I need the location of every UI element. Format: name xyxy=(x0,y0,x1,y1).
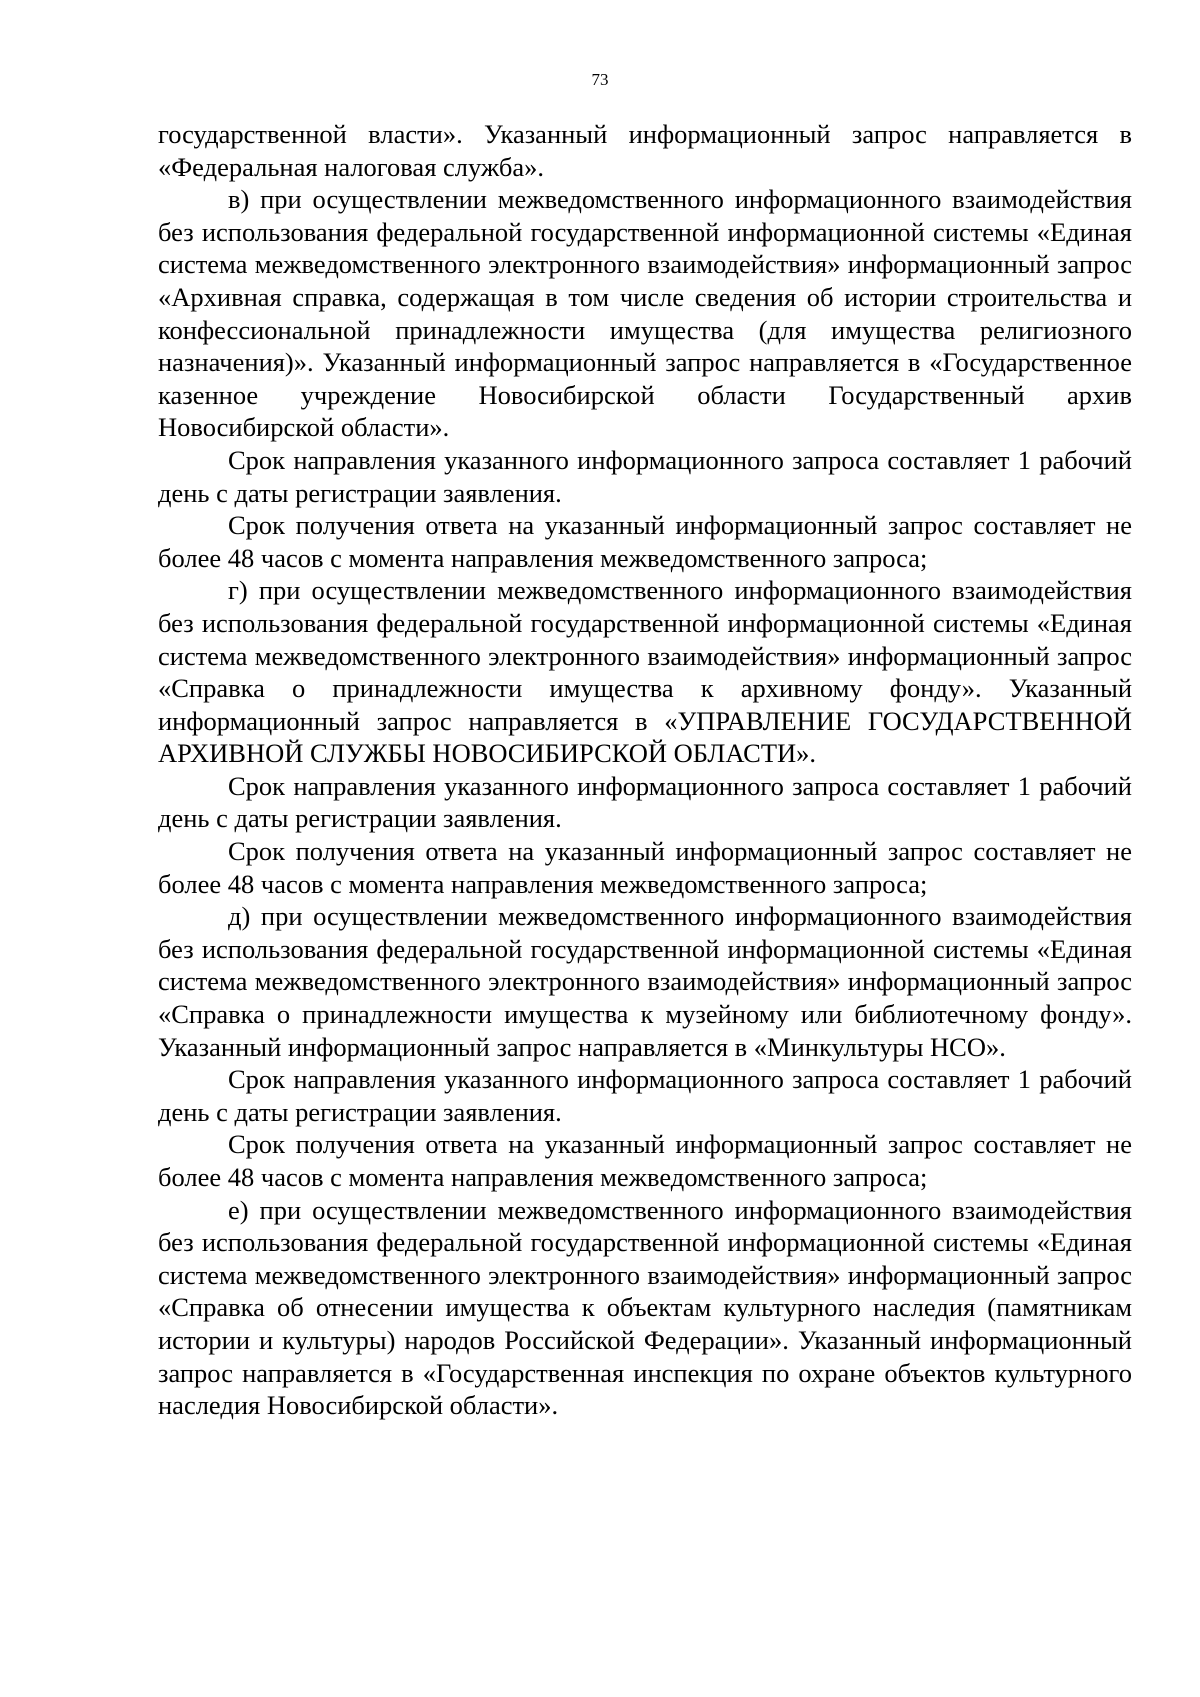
paragraph-deadline-send: Срок направления указанного информационного запроса составляет 1 рабочий день с даты регистрации заявления. xyxy=(158,444,1132,508)
page-number: 73 xyxy=(591,70,609,89)
paragraph-item-g: г) при осуществлении межведомственного информационного взаимодействия без использования федеральной государственной информационной системы «Единая система межведомственного электронного взаимодействия» информационный запрос «Справка о принадлежности имущества к архивному фонду». Указанный информационный запрос направляется в «УПРАВЛЕНИЕ ГОСУДАРСТВЕННОЙ АРХИВНОЙ СЛУЖБЫ НОВОСИБИРСКОЙ ОБЛАСТИ». xyxy=(158,575,1132,769)
paragraph-deadline-response: Срок получения ответа на указанный информационный запрос составляет не более 48 часов с момента направления межведомственного запроса; xyxy=(158,1129,1132,1192)
paragraph-item-d: д) при осуществлении межведомственного информационного взаимодействия без использования федеральной государственной информационной системы «Единая система межведомственного электронного взаимодействия» информационный запрос «Справка о принадлежности имущества к музейному или библиотечному фонду». Указанный информационный запрос направляется в «Минкультуры НСО». xyxy=(158,901,1132,1062)
paragraph-deadline-response: Срок получения ответа на указанный информационный запрос составляет не более 48 часов с момента направления межведомственного запроса; xyxy=(158,510,1132,573)
paragraph-deadline-response: Срок получения ответа на указанный информационный запрос составляет не более 48 часов с момента направления межведомственного запроса; xyxy=(158,836,1132,899)
paragraph-deadline-send: Срок направления указанного информационного запроса составляет 1 рабочий день с даты регистрации заявления. xyxy=(158,1064,1132,1127)
paragraph-deadline-send: Срок направления указанного информационного запроса составляет 1 рабочий день с даты регистрации заявления. xyxy=(158,770,1132,834)
paragraph-item-e: е) при осуществлении межведомственного информационного взаимодействия без использования федеральной государственной информационной системы «Единая система межведомственного электронного взаимодействия» информационный запрос «Справка об отнесении имущества к объектам культурного наследия (памятникам истории и культуры) народов Российской Федерации». Указанный информационный запрос направляется в «Государственная инспекция по охране объектов культурного наследия Новосибирской области». xyxy=(158,1194,1132,1421)
paragraph-item-v: в) при осуществлении межведомственного информационного взаимодействия без использования федеральной государственной информационной системы «Единая система межведомственного электронного взаимодействия» информационный запрос «Архивная справка, содержащая в том числе сведения об истории строительства и конфессиональной принадлежности имущества (для имущества религиозного назначения)». Указанный информационный запрос направляется в «Государственное казенное учреждение Новосибирской области Государственный архив Новосибирской области». xyxy=(158,184,1132,443)
document-body xyxy=(158,118,1132,1422)
paragraph-continuation: государственной власти». Указанный информационный запрос направляется в «Федеральная налоговая служба». xyxy=(158,119,1132,182)
